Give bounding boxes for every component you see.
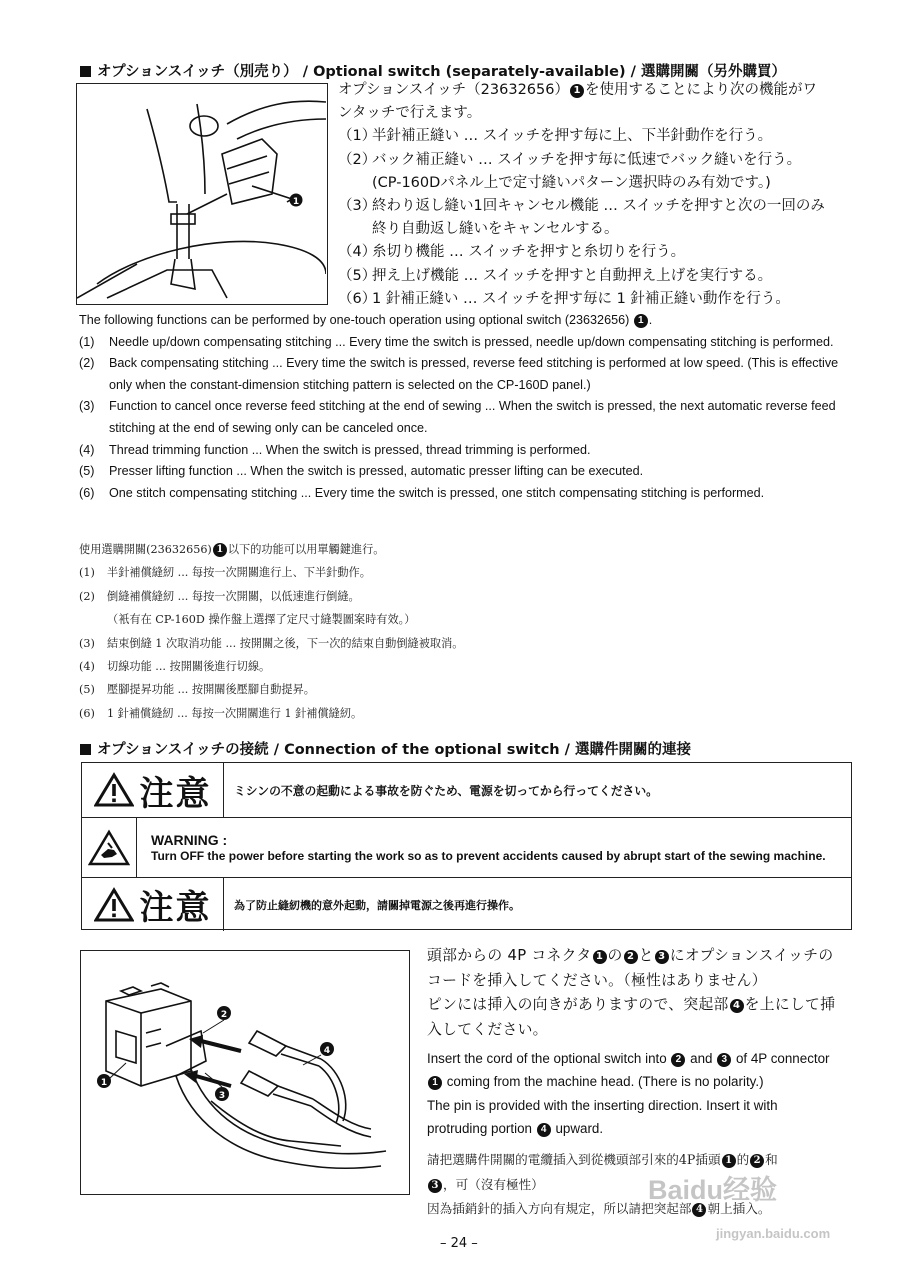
en-item: (2) Back compensating stitching ... Every time the switch is pressed, reverse feed stitching is performed at low speed. (This is effective only when the constant-dimension stitching pattern is selected on the CP-160D panel.) [79, 356, 839, 392]
marker-1-icon: 1 [570, 84, 584, 98]
en-item: (6) One stitch compensating stitching ... Every time the switch is pressed, one stitch compensating stitching is performed. [79, 485, 765, 500]
figure2-marker-4: 4 [323, 1046, 331, 1056]
caution-text-zh: 為了防止縫紉機的意外起動，請關掉電源之後再進行操作。 [234, 898, 520, 912]
zh-item: (4) 切線功能 ... 按開關後進行切線。 [79, 660, 271, 674]
jp-item: （1）半針補正縫い … スイッチを押す毎に上、下半針動作を行う。 [338, 128, 773, 145]
marker-1-icon: 1 [213, 543, 227, 557]
marker-3-icon: 3 [655, 950, 669, 964]
marker-4-icon: 4 [730, 999, 744, 1013]
zh-intro: 使用選購開關(23632656) 1 以下的功能可以用單觸鍵進行。 [79, 543, 385, 556]
zh-item: （衹有在 CP-160D 操作盤上選擇了定尺寸縫製圖案時有效。） [107, 613, 416, 627]
caution-text-jp: ミシンの不意の起動による事故を防ぐため、電源を切ってから行ってください。 [234, 783, 658, 798]
caution-row-zh [82, 878, 851, 931]
warning-icon-cell [82, 818, 137, 877]
marker-3-icon: 3 [717, 1053, 731, 1067]
en-intro: The following functions can be performed by one-touch operation using optional switch (23632656) 1 . [79, 313, 653, 327]
warning-triangle-icon [94, 772, 134, 808]
figure2-marker-2: 2 [220, 1010, 228, 1020]
zh-item: (1) 半針補償縫紉 ... 每按一次開關進行上、下半針動作。 [79, 566, 371, 580]
warning-box [81, 762, 852, 930]
connector-illustration [81, 951, 408, 1193]
marker-1-icon: 1 [428, 1076, 442, 1090]
jp-item: （4）糸切り機能 … スイッチを押すと糸切りを行う。 [338, 244, 686, 261]
jp-item: （2）バック補正縫い … スイッチを押す毎に低速でバック縫いを行う。 [338, 151, 802, 168]
marker-1-icon: 1 [634, 314, 648, 328]
en-item: (4) Thread trimming function ... When the switch is pressed, thread trimming is performed. [79, 442, 591, 457]
warning-text: Turn OFF the power before starting the work so as to prevent accidents caused by abrupt start of the sewing machine. [151, 848, 826, 863]
warning-text-block [137, 832, 851, 864]
section-heading-connection: オプションスイッチの接続 / Connection of the optional switch / 選購件開關的連接 [80, 738, 691, 759]
jp-item: 終り自動返し縫いをキャンセルする。 [372, 221, 619, 238]
figure-machine-head [76, 83, 328, 305]
zh-item: (2) 倒縫補償縫紉 ... 每按一次開關，以低速進行倒縫。 [79, 589, 360, 603]
marker-3-icon: 3 [428, 1179, 442, 1193]
caution-row-jp [82, 763, 851, 818]
zh-item: (5) 壓腳提昇功能 ... 按開關後壓腳自動提昇。 [79, 683, 315, 697]
connection-en-text: Insert the cord of the optional switch into 2 and 3 of 4P connector 1 coming from the machine head. (There is no polarity.) The pin is provided with the inserting direction. Insert it with protruding portion 4 upward. [427, 1051, 830, 1137]
hand-hazard-icon [88, 829, 130, 867]
figure-connector [80, 950, 410, 1195]
marker-4-icon: 4 [537, 1123, 551, 1137]
jp-item: （6）1 針補正縫い … スイッチを押す毎に 1 針補正縫い動作を行う。 [338, 290, 790, 307]
watermark-url: jingyan.baidu.com [716, 1226, 831, 1241]
heading-square-icon [80, 66, 91, 77]
section-heading-optional-switch: オプションスイッチ（別売り） / Optional switch (separately-available) / 選購開關（另外購買） [80, 60, 786, 81]
marker-2-icon: 2 [671, 1053, 685, 1067]
jp-item: （3）終わり返し縫い1回キャンセル機能 … スイッチを押すと次の一回のみ [338, 198, 825, 215]
warning-triangle-icon [94, 887, 134, 923]
en-item: (5) Presser lifting function ... When the switch is pressed, automatic presser lifting can be executed. [79, 464, 644, 479]
figure2-marker-3: 3 [218, 1091, 226, 1101]
en-item: (1) Needle up/down compensating stitching ... Every time the switch is pressed, needle up/down compensating stitching is performed. [79, 334, 834, 349]
jp-intro: オプションスイッチ（23632656） 1 を使用することにより次の機能がワ ンタッチで行えます。 （1）半針補正縫い … スイッチを押す毎に上、下半針動作を行う。 （2）バック補正縫い … スイッチを押す毎に低速でバック縫いを行う。 (CP-160Dパネル上で定寸縫いパターン選択時のみ有効です。) （3）終わり返し縫い1回キャンセル機能 … スイッチを押すと次の一回のみ 終り自動返し縫いをキャンセルする。 （4）糸切り機能 … スイッチを押すと糸切りを行う。 （5）押え上げ機能 … スイッチを押すと自動押え上げを実行する。 （6）1 針補正縫い … スイッチを押す毎に 1 針補正縫い動作を行う。 [338, 79, 825, 311]
marker-1-icon: 1 [722, 1154, 736, 1168]
warning-row-en [82, 818, 851, 878]
caution-label: 注意 [82, 763, 224, 817]
caution-label: 注意 [82, 878, 224, 931]
connection-jp-text: 頭部からの 4P コネクタ 1 の 2 と 3 にオプションスイッチの コードを挿入してください。（極性はありません） ピンには挿入の向きがありますので、突起部 4 を上にして挿 入してください。 [427, 947, 836, 1038]
zh-function-list [79, 538, 463, 725]
marker-1-icon: 1 [593, 950, 607, 964]
page-number: – 24 – [440, 1236, 478, 1251]
connection-zh-text: 請把選購件開關的電纜插入到從機頭部引來的4P插頭 1 的 2 和 3 ，可（沒有極性） 因為插銷針的插入方向有規定，所以請把突起部 4 朝上插入。 [427, 1152, 778, 1217]
en-item: (3) Function to cancel once reverse feed stitching at the end of sewing ... When the switch is pressed, the next automatic reverse feed stitching at the end of sewing only can be canceled once. [79, 399, 836, 435]
marker-2-icon: 2 [750, 1154, 764, 1168]
marker-2-icon: 2 [624, 950, 638, 964]
machine-head-illustration [77, 84, 326, 303]
figure-marker-label: 1 [292, 197, 300, 207]
figure2-marker-1: 1 [100, 1078, 108, 1088]
warning-title: WARNING : [151, 831, 228, 848]
zh-item: (3) 結束倒縫 1 次取消功能 ... 按開關之後，下一次的結束自動倒縫被取消。 [79, 636, 464, 650]
heading-square-icon [80, 744, 91, 755]
zh-item: (6) 1 針補償縫紉 ... 每按一次開關進行 1 針補償縫紉。 [79, 706, 363, 720]
marker-4-icon: 4 [692, 1203, 706, 1217]
jp-item: (CP-160Dパネル上で定寸縫いパターン選択時のみ有効です。) [372, 174, 771, 191]
watermark-brand: Baidu经验 [648, 1175, 778, 1205]
jp-item: （5）押え上げ機能 … スイッチを押すと自動押え上げを実行する。 [338, 267, 773, 284]
en-function-list [79, 310, 859, 504]
